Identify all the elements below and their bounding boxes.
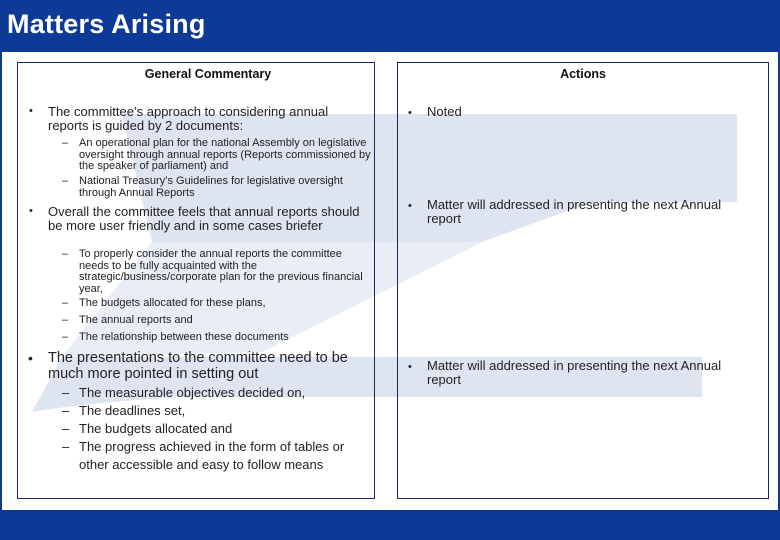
bullet-icon: • xyxy=(408,200,412,212)
commentary-header: General Commentary xyxy=(144,67,272,81)
commentary-subitem: National Treasury’s Guidelines for legislative oversight through Annual Reports xyxy=(79,175,343,199)
commentary-subitem: An operational plan for the national Assembly on legislative oversight through annual reports (Reports commissioned by the speaker of parliament) and xyxy=(79,137,371,173)
dash-icon: – xyxy=(62,175,69,187)
dash-icon: – xyxy=(62,385,70,400)
dash-icon: – xyxy=(62,248,69,260)
title-bar xyxy=(0,0,780,52)
slide-body xyxy=(2,52,778,510)
actions-panel xyxy=(397,62,769,499)
commentary-item: Overall the committee feels that annual reports should be more user friendly and in some cases briefer xyxy=(48,204,360,233)
bullet-icon: • xyxy=(408,107,412,119)
bullet-icon: • xyxy=(408,361,412,373)
commentary-item: The presentations to the committee need to be much more pointed in setting out xyxy=(48,350,348,382)
commentary-subitem: The budgets allocated for these plans, xyxy=(79,297,266,309)
action-item: Matter will addressed in presenting the next Annual report xyxy=(427,197,722,226)
actions-header: Actions xyxy=(560,67,606,81)
commentary-subitem: The annual reports and xyxy=(79,314,193,326)
bullet-icon: • xyxy=(29,105,33,117)
dash-icon: – xyxy=(62,314,69,326)
dash-icon: – xyxy=(62,137,69,149)
commentary-subitem: The measurable objectives decided on, xyxy=(79,385,306,400)
action-item: Noted xyxy=(427,104,462,119)
dash-icon: – xyxy=(62,439,70,454)
bullet-icon: • xyxy=(28,350,33,366)
commentary-subitem: The relationship between these documents xyxy=(79,331,289,343)
dash-icon: – xyxy=(62,421,70,436)
dash-icon: – xyxy=(62,331,69,343)
commentary-item: The committee’s approach to considering annual reports is guided by 2 documents: xyxy=(48,104,329,133)
action-item: Matter will addressed in presenting the next Annual report xyxy=(427,358,722,387)
dash-icon: – xyxy=(62,297,69,309)
commentary-subitem: To properly consider the annual reports the committee needs to be fully acquainted with the strategic/business/corporate plan for the previous financial year, xyxy=(79,248,363,295)
commentary-subitem: The budgets allocated and xyxy=(79,421,233,436)
bullet-icon: • xyxy=(29,205,33,217)
slide-title: Matters Arising xyxy=(7,9,206,39)
commentary-subitem: The progress achieved in the form of tables or other accessible and easy to follow means xyxy=(79,439,345,472)
dash-icon: – xyxy=(62,403,70,418)
footer-bar xyxy=(0,510,780,540)
commentary-subitem: The deadlines set, xyxy=(79,403,186,418)
